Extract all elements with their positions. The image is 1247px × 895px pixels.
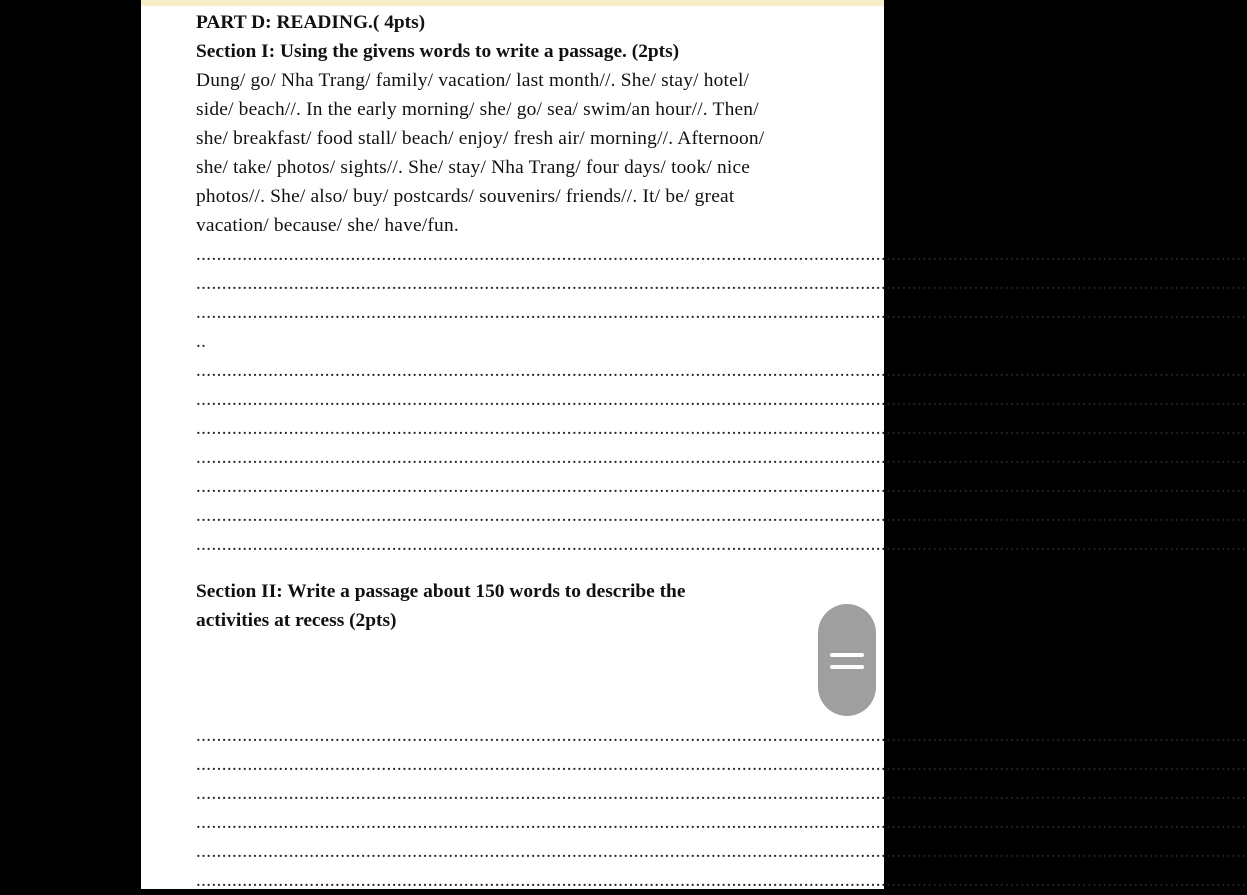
spacer: [196, 635, 836, 721]
section-1-title: Section I: Using the givens words to write a passage. (2pts): [196, 41, 680, 62]
answer-dotted-line: ............................................................................................................................................................................................................: [196, 360, 1247, 381]
passage-line: side/ beach//. In the early morning/ she/ go/ sea/ swim/an hour//. Then/: [196, 99, 759, 120]
answer-dotted-line: ............................................................................................................................................................................................................: [196, 505, 1247, 526]
section-2-title-continued: activities at recess (2pts): [196, 610, 397, 631]
answer-dotted-line: ............................................................................................................................................................................................................: [196, 754, 1247, 775]
stray-dots: ..: [196, 331, 207, 352]
answer-dotted-line: ............................................................................................................................................................................................................: [196, 447, 1247, 468]
page-top-edge: [141, 0, 884, 6]
handle-bar-top: [830, 653, 864, 657]
answer-dotted-line: ............................................................................................................................................................................................................: [196, 783, 1247, 804]
answer-dotted-line: ............................................................................................................................................................................................................: [196, 244, 1247, 265]
section-1-passage: [196, 66, 836, 240]
passage-line: vacation/ because/ she/ have/fun.: [196, 215, 459, 236]
answer-dotted-line: ............................................................................................................................................................................................................: [196, 273, 1247, 294]
page-content: [196, 8, 1247, 895]
section-2-title: Section II: Write a passage about 150 words to describe the: [196, 581, 686, 602]
spacer: [196, 559, 836, 577]
answer-dotted-line: ............................................................................................................................................................................................................: [196, 534, 1247, 555]
answer-dotted-line: ............................................................................................................................................................................................................: [196, 302, 1247, 323]
answer-dotted-line: ............................................................................................................................................................................................................: [196, 870, 1247, 891]
section-2-answer-lines: [196, 721, 1247, 895]
answer-dotted-line: ............................................................................................................................................................................................................: [196, 389, 1247, 410]
handle-bar-bottom: [830, 665, 864, 669]
part-title: PART D: READING.( 4pts): [196, 12, 426, 33]
answer-dotted-line: ............................................................................................................................................................................................................: [196, 418, 1247, 439]
answer-dotted-line: ............................................................................................................................................................................................................: [196, 812, 1247, 833]
passage-line: photos//. She/ also/ buy/ postcards/ souvenirs/ friends//. It/ be/ great: [196, 186, 735, 207]
answer-dotted-line: ............................................................................................................................................................................................................: [196, 476, 1247, 497]
answer-dotted-line: ............................................................................................................................................................................................................: [196, 725, 1247, 746]
answer-dotted-line: ............................................................................................................................................................................................................: [196, 841, 1247, 862]
passage-line: she/ take/ photos/ sights//. She/ stay/ Nha Trang/ four days/ took/ nice: [196, 157, 751, 178]
document-page: [141, 0, 1247, 891]
fast-scroll-handle[interactable]: [818, 604, 876, 716]
passage-line: she/ breakfast/ food stall/ beach/ enjoy/ fresh air/ morning//. Afternoon/: [196, 128, 765, 149]
passage-line: Dung/ go/ Nha Trang/ family/ vacation/ last month//. She/ stay/ hotel/: [196, 70, 750, 91]
section-1-answer-lines: [196, 240, 1247, 559]
